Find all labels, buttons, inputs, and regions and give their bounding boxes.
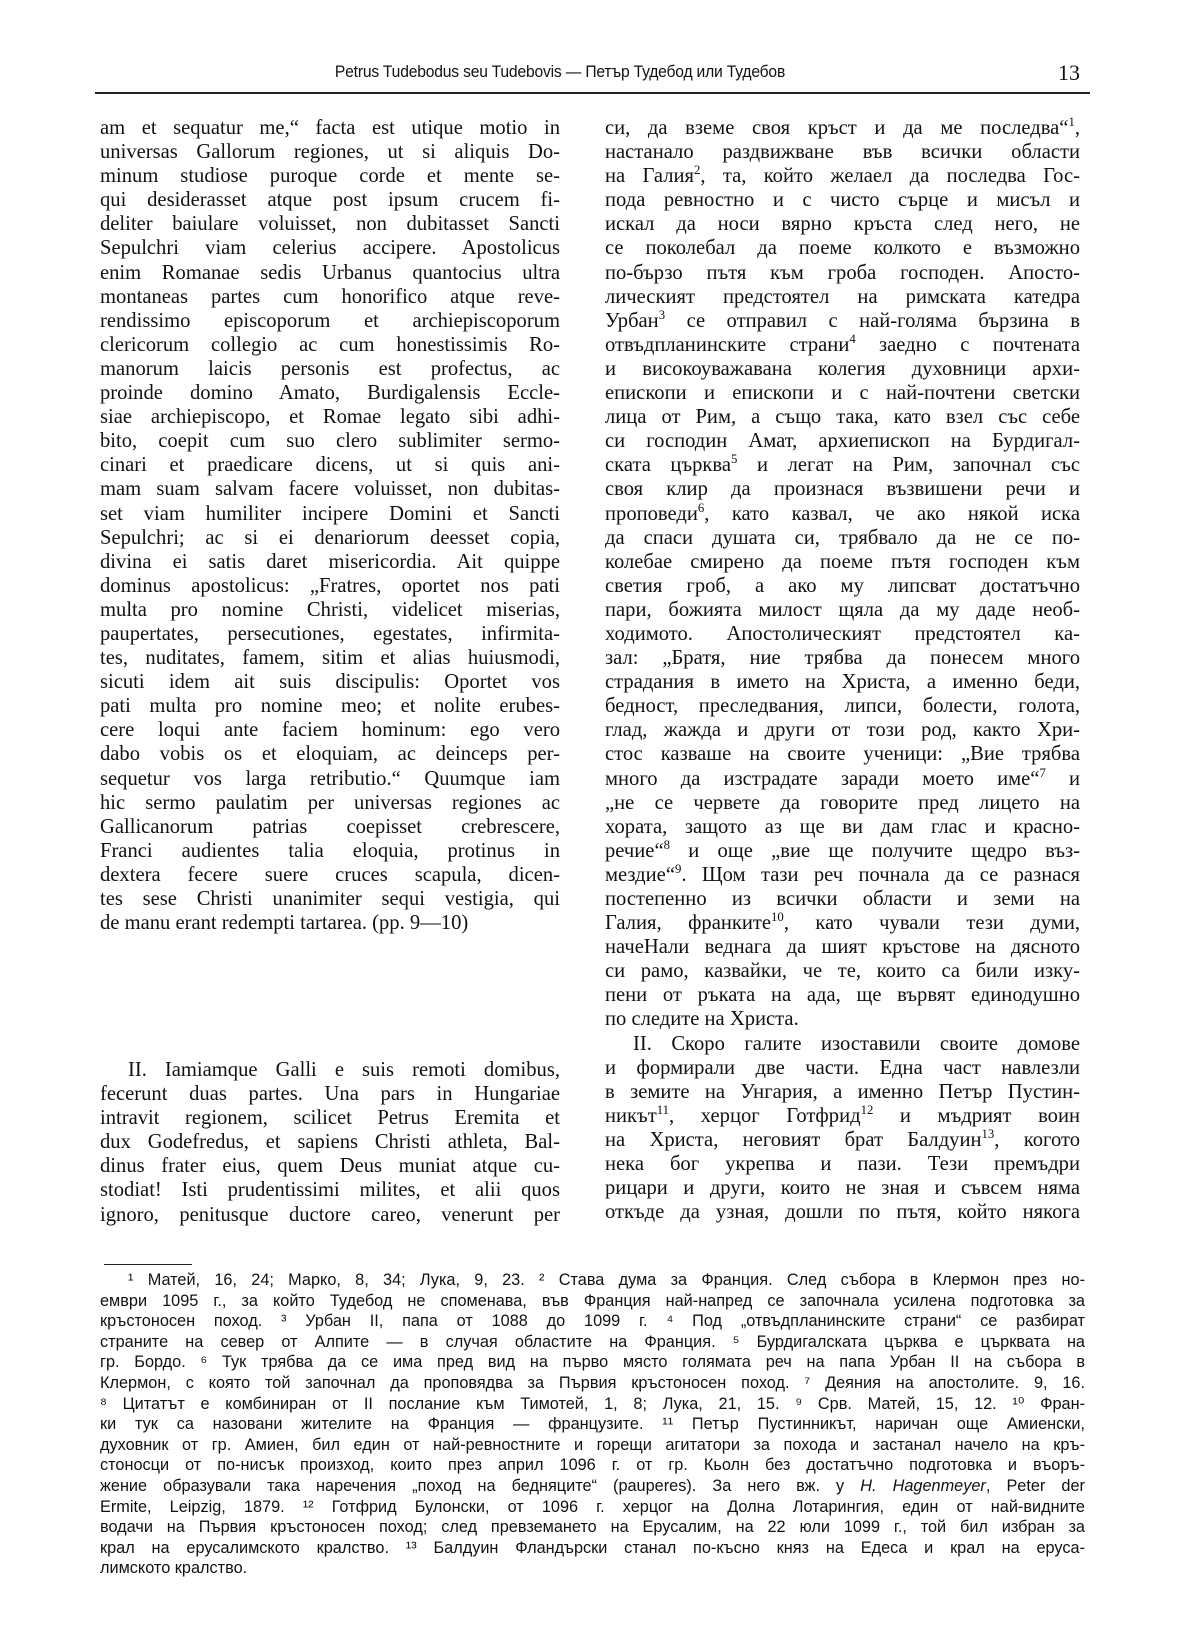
text-line: Sepulchri; ac si ei denariorum deesset copia, bbox=[100, 526, 560, 549]
text-line: dabo vobis os et eloquiam, ac deinceps per- bbox=[100, 743, 560, 766]
text-line: montaneas partes cum honorifico atque reve- bbox=[100, 285, 560, 308]
text-line: Franci audientes talia eloquia, protinus in bbox=[100, 839, 560, 862]
text-line: fecerunt duas partes. Una pars in Hungariae bbox=[100, 1083, 560, 1106]
text-line: cere loqui ante faciem hominum: ego vero bbox=[100, 719, 560, 742]
text-line: нека бог укрепва и пази. Тези премъдри bbox=[605, 1153, 1080, 1176]
header-rule bbox=[95, 92, 1090, 94]
footnote-line: водачи на Първия кръстоносен поход; след превземането на Ерусалим, на 22 юли 1099 г., той бил избран за bbox=[100, 1518, 1085, 1537]
footnote-ref: 13 bbox=[981, 1127, 995, 1142]
text-line: Gallicanorum patrias coepisset crebrescere, bbox=[100, 815, 560, 838]
text-line: си, да вземе своя кръст и да ме последва“$^1$, bbox=[605, 115, 1080, 139]
text-line: Sepulchri viam celerius accipere. Apostolicus bbox=[100, 237, 560, 260]
text-line: cinari et praedicare dicens, ut si quis ani- bbox=[100, 454, 560, 477]
text-line: ignoro, penitusque ductore careo, venerunt per bbox=[100, 1203, 560, 1226]
footnote-ref: 11 bbox=[656, 1102, 669, 1117]
text-line: minum studiose puroque corde et mente se- bbox=[100, 165, 560, 188]
bulgarian-column bbox=[605, 116, 1080, 1224]
text-line: епископи и епископи и с най-почтени светски bbox=[605, 382, 1080, 405]
text-line: рицари и други, които не зная и съвсем няма bbox=[605, 1177, 1080, 1200]
text-line: stodiat! Isti prudentissimi milites, et alii quos bbox=[100, 1179, 560, 1202]
footnote-ref: 12 bbox=[860, 1102, 874, 1117]
text-line: на Христа, неговият брат Балдуин$^{13}$, когото bbox=[605, 1127, 1080, 1151]
text-line: колебае смирено да поеме пътя господен към bbox=[605, 550, 1080, 573]
text-line: много да изстрадате заради моето име“$^7$ и bbox=[605, 765, 1080, 790]
footnote-ref: 10 bbox=[771, 910, 784, 925]
text-line: си рамо, казвайки, че те, които са били изку- bbox=[605, 960, 1080, 983]
text-line: мездие“$^9$. Щом тази реч почнала да се разнася bbox=[605, 862, 1080, 886]
text-line: proinde domino Amato, Burdigalensis Eccle- bbox=[100, 382, 560, 405]
text-line: pati multa pro nomine meo; et nolite erubes- bbox=[100, 695, 560, 718]
footnote-line: жение образували така наречения „поход на бедняците“ (pauperes). За него вж. у H. Hagenmeyer, Peter der bbox=[100, 1476, 1085, 1495]
text-line: пари, божията милост щяла да му даде необ- bbox=[605, 598, 1080, 621]
text-line: лическият предстоятел на римската катедра bbox=[605, 285, 1080, 308]
text-line: глад, жажда и други от този род, както Хри- bbox=[605, 719, 1080, 742]
text-line: на Галия$^2$, та, който желаел да последва Гос- bbox=[605, 163, 1080, 188]
latin-column bbox=[100, 116, 560, 935]
footnote-line: лимското кралство. bbox=[100, 1559, 248, 1578]
footnote-ref: 6 bbox=[697, 500, 705, 515]
text-line: светия гроб, а ако му липсват достатъчно bbox=[605, 574, 1080, 597]
footnote-line: ¹ Матей, 16, 24; Марко, 8, 34; Лука, 9, 23. ² Става дума за Франция. След събора в Клермон през но- bbox=[128, 1271, 1085, 1289]
text-line: II. Скоро галите изоставили своите домове bbox=[633, 1032, 1080, 1055]
text-line: tes sese Christi unanimiter sequi vestigia, qui bbox=[100, 888, 560, 910]
text-line: mam suam salvam facere voluisset, non dubitas- bbox=[100, 478, 560, 501]
text-line: bito, coepit cum suo clero sublimiter sermo- bbox=[100, 430, 560, 453]
footnote-ref: 7 bbox=[1039, 765, 1046, 780]
latin-section-2 bbox=[100, 1058, 560, 1227]
footnote-line: Ermite, Leipzig, 1879. ¹² Готфрид Булонски, от 1096 г. херцог на Долна Лотарингия, един от най-видните bbox=[100, 1497, 1085, 1516]
footnote-rule bbox=[104, 1264, 192, 1265]
author-name: H. Hagenmeyer bbox=[860, 1476, 986, 1495]
text-line: clericorum collegio ac cum honestissimis Ro- bbox=[100, 333, 560, 356]
text-line: Урбан$^3$ се отправил с най-голяма бързина в bbox=[605, 307, 1080, 332]
running-title: Petrus Tudebodus seu Tudebovis — Петър Тудебод или Тудебов bbox=[334, 62, 786, 81]
text-line: sicuti idem ait suis discipulis: Oportet vos bbox=[100, 671, 560, 694]
footnote-ref: 2 bbox=[693, 163, 701, 178]
text-line: ходимото. Апостолическият предстоятел ка- bbox=[605, 622, 1080, 645]
text-line: rendissimo episcoporum et archiepiscoporum bbox=[100, 309, 560, 332]
text-line: стос казваше на своите ученици: „Вие трябва bbox=[605, 743, 1080, 766]
text-line: dux Godefredus, et sapiens Christi athleta, Bal- bbox=[100, 1131, 560, 1154]
footnote-line: ⁸ Цитатът е комбиниран от II послание към Тимотей, 1, 8; Лука, 21, 15. ⁹ Срв. Матей, 15, 12. ¹⁰ Фран- bbox=[100, 1394, 1085, 1413]
text-line: речие“$^8$ и още „вие ще получите щедро въз- bbox=[605, 837, 1080, 862]
footnote-line: крал на ерусалимското кралство. ¹³ Балдуин Фландърски станал по-късно княз на Едеса и крал на еруса- bbox=[100, 1538, 1085, 1557]
text-line: dominus apostolicus: „Fratres, oportet nos pati bbox=[100, 574, 560, 597]
text-line: пода ревностно и с чисто сърце и мисъл и bbox=[605, 189, 1080, 212]
text-line: пени от ръката на ада, ще вървят единодушно bbox=[605, 984, 1080, 1007]
text-line: зал: „Братя, ние трябва да понесем много bbox=[605, 647, 1080, 670]
text-line: deliter baiulare voluisset, non dubitasset Sancti bbox=[100, 213, 560, 236]
text-line: отвъдпланинските страни$^4$ заедно с почтената bbox=[605, 331, 1080, 356]
text-line: divina ei satis daret misericordia. Ait quippe bbox=[100, 550, 560, 573]
text-line: в земите на Унгария, а именно Петър Пустин- bbox=[605, 1080, 1080, 1103]
text-line: hic sermo paulatim per universas regiones ac bbox=[100, 791, 560, 814]
latin-paragraph-1 bbox=[100, 116, 560, 935]
text-line: страдания в името на Христа, а именно беди, bbox=[605, 671, 1080, 694]
text-line: по-бързо пътя към гроба господен. Aпосто- bbox=[605, 261, 1080, 284]
footnote-line: ки тук са назовани жителите на Франция — французите. ¹¹ Петър Пустинникът, наричан още Амиенски, bbox=[100, 1415, 1085, 1434]
footnote-ref: 3 bbox=[658, 307, 666, 322]
footnotes bbox=[100, 1270, 1085, 1579]
text-line: qui desiderasset atque post ipsum crucem fi- bbox=[100, 189, 560, 212]
footnote-ref: 5 bbox=[731, 452, 738, 467]
footnote-line: духовник от гр. Амиен, бил един от най-ревностните и горещи агитатори за похода и застанал начело на кръ- bbox=[100, 1435, 1085, 1454]
footnote-line: кръстоносен поход. ³ Урбан II, папа от 1088 до 1099 г. ⁴ Под „отвъдпланинските страни“ се разбират bbox=[100, 1312, 1085, 1331]
text-line: и формирали две части. Една част навлезли bbox=[605, 1056, 1080, 1079]
footnote-line: ември 1095 г., за който Тудебод не споменава, във Франция най-напред се започнала усилена подготовка за bbox=[100, 1291, 1085, 1310]
text-line: intravit regionem, scilicet Petrus Eremita et bbox=[100, 1107, 560, 1130]
footnote-line: стоносци от по-нисък произход, които през април 1096 г. от гр. Кьолн без достатъчно подготовка и въоръ- bbox=[100, 1456, 1085, 1475]
text-line: хората, защото аз ще ви дам глас и красно- bbox=[605, 815, 1080, 838]
text-line: и високоуважавана колегия духовници архи- bbox=[605, 357, 1080, 380]
text-line: никът$^{11}$, херцог Готфрид$^{12}$ и мъдрият воин bbox=[605, 1102, 1080, 1127]
text-line: dextera fecere suere cruces scapula, dicen- bbox=[100, 863, 560, 886]
running-header bbox=[95, 60, 1085, 90]
text-line: manorum laicis personis est profectus, ac bbox=[100, 357, 560, 380]
text-line: II. Iamiamque Galli e suis remoti domibus, bbox=[128, 1059, 560, 1081]
text-line: се поколебал да поеме колкото е възможно bbox=[605, 237, 1080, 260]
text-line: dinus frater eius, quem Deus muniat atque cu- bbox=[100, 1155, 560, 1178]
text-line: sequetur vos larga retributio.“ Quumque iam bbox=[100, 767, 560, 790]
text-line: de manu erant redempti tartarea. (pp. 9—10) bbox=[100, 912, 469, 935]
text-line: искал да носи вярно кръста след него, не bbox=[605, 213, 1080, 236]
text-line: да спаси душата си, трябвало да не се по- bbox=[605, 526, 1080, 549]
footnote-ref: 9 bbox=[674, 862, 682, 877]
text-line: set viam humiliter incipere Domini et Sancti bbox=[100, 502, 560, 525]
text-line: universas Gallorum regiones, ut si aliquis Do- bbox=[100, 141, 560, 164]
text-line: лица от Рим, а също така, като взел със себе bbox=[605, 406, 1080, 429]
text-line: бедност, преследвания, липси, болести, голота, bbox=[605, 695, 1080, 718]
text-line: откъде да узная, дошли по пътя, който някога bbox=[605, 1201, 1080, 1224]
footnote-line: Клермон, с която той започнал да проповядва за Първия кръстоносен поход. ⁷ Деяния на апостолите. 9, 16. bbox=[100, 1373, 1085, 1392]
page-number: 13 bbox=[1058, 60, 1080, 85]
text-line: ската църква$^5$ и легат на Рим, започнал със bbox=[605, 452, 1080, 477]
text-line: по следите на Христа. bbox=[605, 1008, 799, 1031]
text-line: am et sequatur me,“ facta est utique motio in bbox=[100, 117, 560, 139]
footnote-ref: 4 bbox=[849, 331, 856, 346]
footnote-ref: 8 bbox=[663, 837, 670, 852]
text-line: paupertates, persecutiones, egestates, infirmita- bbox=[100, 622, 560, 645]
text-line: enim Romanae sedis Urbanus quantocius ultra bbox=[100, 261, 560, 284]
footnote-ref: 1 bbox=[1068, 115, 1075, 130]
footnote-line: гр. Бордо. ⁶ Тук трябва да се има пред вид на първо място голямата реч на папа Урбан II на събора в bbox=[100, 1353, 1085, 1372]
text-line: multa pro nomine Christi, videlicet miserias, bbox=[100, 598, 560, 621]
text-line: „не се червете да говорите пред лицето на bbox=[605, 791, 1080, 814]
text-line: siae archiepiscopo, et Romae legato sibi adhi- bbox=[100, 406, 560, 429]
text-line: настанало раздвижване във всички области bbox=[605, 141, 1080, 164]
text-line: проповеди$^6$, като казвал, че ако някой иска bbox=[605, 500, 1080, 525]
text-line: постепенно из всички области и земи на bbox=[605, 888, 1080, 910]
footnote-line: страните на север от Алпите — в случая областите на Франция. ⁵ Бурдигалската църква е църквата на bbox=[100, 1332, 1085, 1351]
text-line: tes, nuditates, famem, sitim et alias huiusmodi, bbox=[100, 647, 560, 670]
text-line: си господин Амат, архиепископ на Бурдигал- bbox=[605, 430, 1080, 453]
text-line: начеНали веднага да шият кръстове на дясното bbox=[605, 936, 1080, 959]
text-line: своя клир да произнася възвишени речи и bbox=[605, 478, 1080, 501]
text-line: Галия, франките$^{10}$, като чували тези думи, bbox=[605, 910, 1081, 935]
